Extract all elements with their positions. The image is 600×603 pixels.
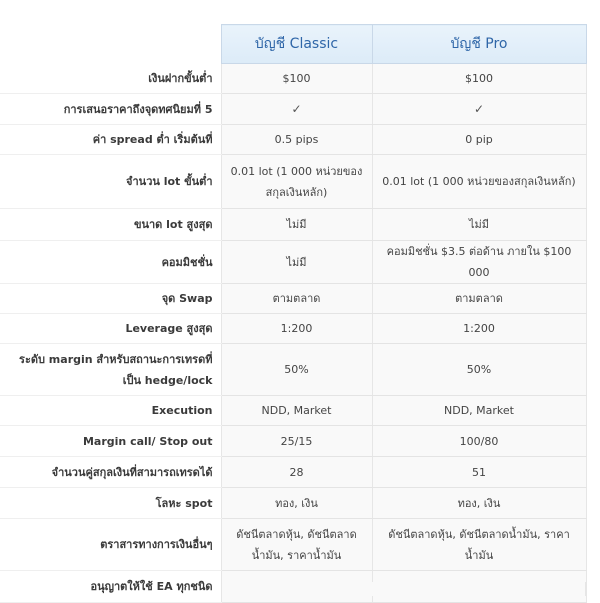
pro-value: 51	[372, 457, 586, 488]
pro-value: ตามตลาด	[372, 284, 586, 314]
row-label: ค่า spread ต่ำ เริ่มต้นที่	[0, 125, 221, 155]
row-label: จำนวน lot ขั้นต่ำ	[0, 155, 221, 209]
row-label: คอมมิชชั่น	[0, 241, 221, 284]
table-row	[0, 314, 586, 344]
row-label: จุด Swap	[0, 284, 221, 314]
pro-value: ไม่มี	[372, 209, 586, 241]
classic-value: NDD, Market	[221, 396, 372, 426]
table-row	[0, 64, 586, 94]
table-bottom-strip	[221, 582, 586, 596]
classic-value: ทอง, เงิน	[221, 488, 372, 519]
row-label: โลหะ spot	[0, 488, 221, 519]
classic-value: 0.5 pips	[221, 125, 372, 155]
table-row	[0, 396, 586, 426]
table-row	[0, 125, 586, 155]
table-row	[0, 426, 586, 457]
plan-header-classic: บัญชี Classic	[221, 25, 372, 64]
table-row	[0, 94, 586, 125]
pro-value: 0.01 lot (1 000 หน่วยของสกุลเงินหลัก)	[372, 155, 586, 209]
row-label: Margin call/ Stop out	[0, 426, 221, 457]
row-label: จำนวนคู่สกุลเงินที่สามารถเทรดได้	[0, 457, 221, 488]
classic-value: ตามตลาด	[221, 284, 372, 314]
plan-header-pro: บัญชี Pro	[372, 25, 586, 64]
row-label: ระดับ margin สำหรับสถานะการเทรดที่เป็น hedge/lock	[0, 344, 221, 396]
header-row	[0, 25, 586, 64]
row-label: Leverage สูงสุด	[0, 314, 221, 344]
table-row	[0, 519, 586, 571]
classic-value: 0.01 lot (1 000 หน่วยของสกุลเงินหลัก)	[221, 155, 372, 209]
row-label: ขนาด lot สูงสุด	[0, 209, 221, 241]
table-row	[0, 155, 586, 209]
pro-value: ดัชนีตลาดหุ้น, ดัชนีตลาดน้ำมัน, ราคาน้ำมัน	[372, 519, 586, 571]
row-label: อนุญาตให้ใช้ EA ทุกชนิด	[0, 571, 221, 603]
header-corner	[0, 25, 221, 64]
account-comparison-table	[0, 24, 587, 603]
row-label: การเสนอราคาถึงจุดทศนิยมที่ 5	[0, 94, 221, 125]
table-row	[0, 457, 586, 488]
pro-value: $100	[372, 64, 586, 94]
pro-value: NDD, Market	[372, 396, 586, 426]
classic-value: 1:200	[221, 314, 372, 344]
classic-value: $100	[221, 64, 372, 94]
row-label: เงินฝากขั้นต่ำ	[0, 64, 221, 94]
classic-value: 50%	[221, 344, 372, 396]
pro-value: 100/80	[372, 426, 586, 457]
pro-value: คอมมิชชั่น $3.5 ต่อด้าน ภายใน $100 000	[372, 241, 586, 284]
classic-value: ดัชนีตลาดหุ้น, ดัชนีตลาดน้ำมัน, ราคาน้ำมัน	[221, 519, 372, 571]
table-row	[0, 488, 586, 519]
classic-value: ไม่มี	[221, 209, 372, 241]
classic-value: 28	[221, 457, 372, 488]
table-row	[0, 209, 586, 241]
check-icon: ✓	[473, 101, 485, 116]
classic-value: 25/15	[221, 426, 372, 457]
classic-value: ไม่มี	[221, 241, 372, 284]
pro-value: 1:200	[372, 314, 586, 344]
row-label: ตราสารทางการเงินอื่นๆ	[0, 519, 221, 571]
table-row	[0, 284, 586, 314]
pro-value: ทอง, เงิน	[372, 488, 586, 519]
table-row	[0, 241, 586, 284]
pro-value: 50%	[372, 344, 586, 396]
pro-value: 0 pip	[372, 125, 586, 155]
row-label: Execution	[0, 396, 221, 426]
check-icon: ✓	[291, 101, 302, 116]
table-row	[0, 344, 586, 396]
